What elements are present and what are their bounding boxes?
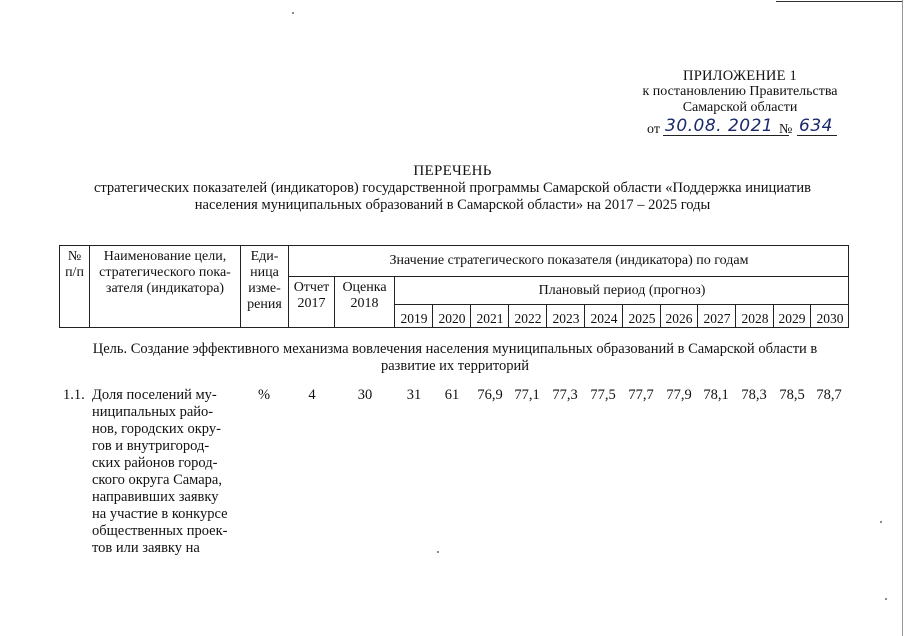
appendix-line-2: Самарской области — [682, 100, 798, 115]
list-subtitle-line-1: стратегических показателей (индикаторов) государственной программы Самарской области «Поддержка инициатив — [93, 180, 812, 196]
header-year: 2030 — [816, 311, 844, 326]
row-value: 77,9 — [666, 387, 692, 403]
scan-edge-line — [776, 1, 902, 2]
list-subtitle-line-2: населения муниципальных образований в Самарской области» на 2017 – 2025 годы — [194, 197, 711, 213]
header-plan-period: Плановый период (прогноз) — [538, 283, 706, 298]
scan-edge-right — [902, 0, 903, 636]
row-value: 78,5 — [779, 387, 805, 403]
goal-line-2: развитие их территорий — [380, 358, 529, 374]
row-number: 1.1. — [63, 387, 85, 403]
list-title: ПЕРЕЧЕНЬ — [413, 163, 492, 179]
scan-speck — [885, 598, 887, 600]
appendix-block — [600, 68, 880, 116]
row-value: 77,7 — [628, 387, 654, 403]
row-value: 61 — [444, 387, 460, 403]
date-prefix: от — [647, 122, 660, 137]
date-handwritten: 30.08. 2021 — [665, 116, 774, 136]
scan-speck — [292, 12, 294, 14]
row-value: 78,1 — [703, 387, 729, 403]
header-name: Наименование цели, стратегического пока- зателя (индикатора) — [99, 249, 231, 296]
row-value: 78,7 — [816, 387, 842, 403]
header-year: 2022 — [514, 311, 542, 326]
header-year: 2024 — [590, 311, 618, 326]
header-year: 2027 — [703, 311, 731, 326]
row-unit: % — [257, 387, 271, 403]
header-number: № п/п — [65, 249, 84, 280]
row-estimate-2018: 30 — [357, 387, 373, 403]
number-prefix: № — [779, 122, 793, 137]
row-value: 76,9 — [477, 387, 503, 403]
row-value: 78,3 — [741, 387, 767, 403]
row-value: 31 — [406, 387, 422, 403]
appendix-date-number — [647, 116, 897, 138]
appendix-title: ПРИЛОЖЕНИЕ 1 — [683, 68, 797, 84]
header-year: 2019 — [400, 311, 428, 326]
row-value: 77,5 — [590, 387, 616, 403]
header-year: 2023 — [552, 311, 580, 326]
row-value: 77,1 — [514, 387, 540, 403]
scan-speck — [437, 551, 439, 553]
number-handwritten: 634 — [799, 116, 833, 136]
row-value: 77,3 — [552, 387, 578, 403]
header-year: 2029 — [778, 311, 806, 326]
header-estimate-2018: Оценка 2018 — [342, 280, 387, 311]
header-year: 2025 — [628, 311, 656, 326]
scan-speck — [880, 521, 882, 523]
header-year: 2021 — [476, 311, 504, 326]
header-year: 2020 — [438, 311, 466, 326]
header-values: Значение стратегического показателя (индикатора) по годам — [389, 253, 749, 268]
header-year: 2026 — [665, 311, 693, 326]
row-report-2017: 4 — [308, 387, 316, 403]
header-year: 2028 — [741, 311, 769, 326]
header-report-2017: Отчет 2017 — [293, 280, 330, 311]
row-indicator-name: Доля поселений му- ниципальных райо- нов, городских окру- гов и внутригород- ских районов город- ского округа Самара, направивших заявку на участие в конкурсе общественных проек- тов или заявку на — [92, 387, 228, 556]
number-underline — [797, 135, 837, 136]
header-unit: Еди- ница изме- рения — [247, 249, 282, 312]
goal-line-1: Цель. Создание эффективного механизма вовлечения населения муниципальных образований в Самарской области в — [92, 341, 818, 357]
appendix-line-1: к постановлению Правительства — [642, 84, 838, 99]
date-underline — [663, 135, 789, 136]
